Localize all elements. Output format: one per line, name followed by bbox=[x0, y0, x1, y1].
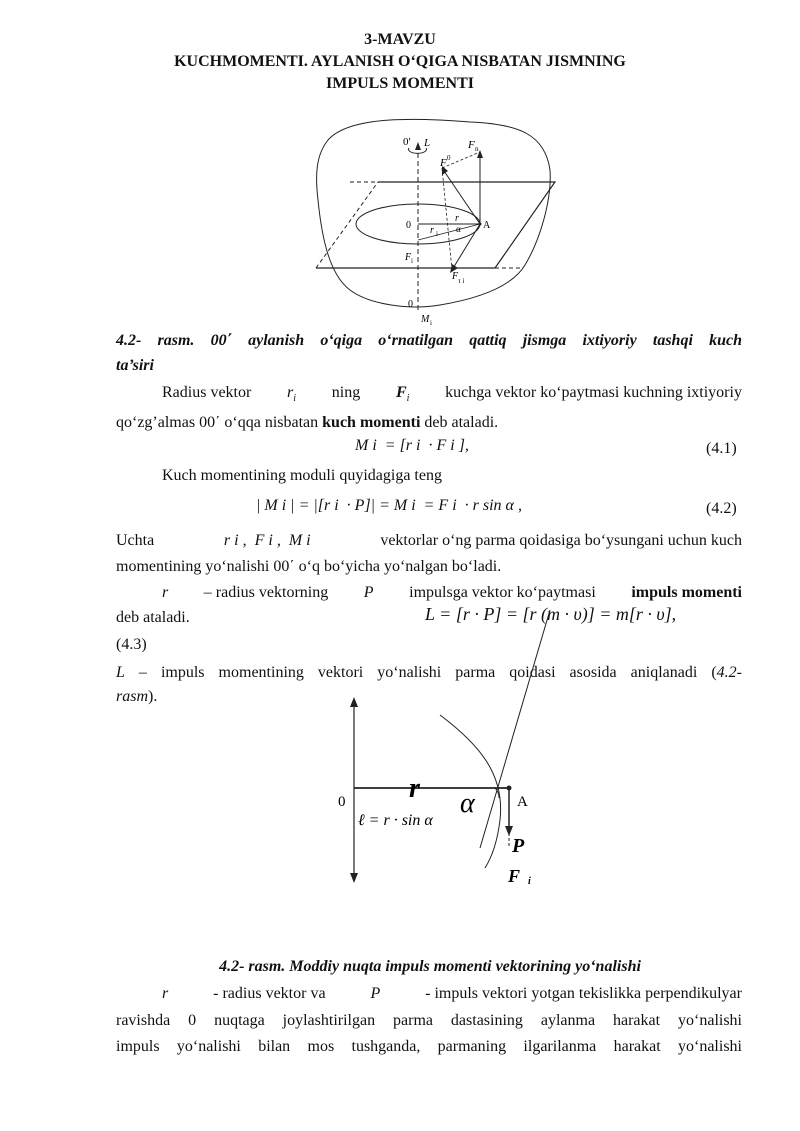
var-r: r bbox=[162, 985, 169, 1002]
paragraph-2: Kuch momentining moduli quyidagiga teng bbox=[162, 467, 442, 484]
fig1-label-F0: F bbox=[440, 157, 447, 169]
figure-1-caption-line2: ta’siri bbox=[116, 357, 154, 374]
text: qo‘zg’almas 00΄ o‘qqa nisbatan bbox=[116, 414, 323, 431]
term-kuch-momenti: kuch momenti bbox=[322, 414, 421, 431]
fig1-label-Fn-sub: n bbox=[475, 145, 479, 153]
fig1-label-L: L bbox=[424, 137, 431, 149]
paragraph-1-line1 bbox=[162, 382, 742, 410]
text: - radius vektor va bbox=[213, 985, 326, 1002]
math-Fi bbox=[396, 382, 409, 410]
fig2-label-r: r bbox=[409, 773, 420, 804]
fig1-label-axis-top: 0′ bbox=[403, 136, 411, 148]
fig1-label-Mi-sub: i bbox=[430, 319, 432, 327]
fig2-label-P: P bbox=[512, 835, 525, 857]
paragraph-6-line2: ravishda 0 nuqtaga joylashtirilgan parma dastasining aylanma harakat yo‘nalishi bbox=[116, 1012, 742, 1029]
fig2-label-Fi-sub: i bbox=[528, 876, 531, 887]
fig1-label-Ftau-sub: τ i bbox=[458, 277, 465, 285]
chapter-number: 3-MAVZU bbox=[364, 31, 436, 48]
figure-ref: rasm bbox=[116, 688, 149, 705]
var-P: P bbox=[363, 584, 374, 601]
equation-4-1: M i = [r i · F i ], bbox=[355, 437, 469, 454]
figure-1-diagram bbox=[300, 112, 570, 330]
text: kuchga vektor ko‘paytmasi kuchning ixtiyoriy bbox=[445, 384, 742, 401]
var: F bbox=[395, 384, 407, 401]
var-P: P bbox=[370, 985, 381, 1002]
var: r bbox=[287, 384, 294, 401]
paragraph-4-line2: deb ataladi. bbox=[116, 609, 190, 626]
equation-4-1-number: (4.1) bbox=[706, 440, 737, 457]
fig1-label-ri-sub: i bbox=[436, 230, 438, 238]
equation-4-3: L = [r · P] = [r (m · υ)] = m[r · υ], bbox=[425, 604, 677, 624]
fig1-label-A: A bbox=[483, 220, 491, 231]
fig2-label-zero: 0 bbox=[338, 794, 346, 810]
fig2-label-ell: ℓ = r · sin α bbox=[358, 812, 433, 829]
paragraph-3-line1 bbox=[116, 530, 742, 552]
text: vektorlar o‘ng parma qoidasiga bo‘ysungani uchun kuch bbox=[380, 532, 742, 549]
paragraph-6-line1 bbox=[162, 983, 742, 1005]
text: Radius vektor bbox=[162, 384, 252, 401]
paragraph-5-line2 bbox=[116, 688, 157, 706]
text: Uchta bbox=[116, 532, 155, 549]
sub: i bbox=[293, 393, 297, 405]
fig1-label-ri: r bbox=[430, 225, 434, 236]
figure-1-caption-line1: 4.2- rasm. 00΄ aylanish o‘qiga o‘rnatilgan qattiq jismga ixtiyoriy tashqi kuch bbox=[116, 332, 742, 349]
fig1-label-Fi: F bbox=[405, 252, 412, 263]
math-vars: r i , F i , M i bbox=[223, 532, 311, 549]
paragraph-1-line2 bbox=[116, 412, 742, 434]
page-title-line1: KUCHMOMENTI. AYLANISH O‘QIGA NISBATAN JISMNING bbox=[174, 53, 626, 70]
text: deb ataladi. bbox=[420, 414, 499, 431]
text: – impuls momentining vektori yo‘nalishi parma qoidasi asosida aniqlanadi ( bbox=[124, 664, 717, 681]
text: - impuls vektori yotgan tekislikka perpendikulyar bbox=[425, 985, 742, 1002]
var-L: L bbox=[116, 664, 125, 681]
fig1-label-zero: 0 bbox=[406, 220, 411, 231]
text: – radius vektorning bbox=[203, 584, 329, 601]
figure-2-diagram bbox=[330, 580, 570, 890]
fig1-label-zero-bottom: 0 bbox=[408, 299, 413, 310]
fig1-label-Ftau: F bbox=[452, 271, 459, 282]
paragraph-3-line2: momentining yo‘nalishi 00΄ o‘q bo‘yicha yo‘nalgan bo‘ladi. bbox=[116, 558, 502, 575]
fig2-label-alpha: α bbox=[460, 788, 475, 819]
fig2-label-A: A bbox=[517, 794, 528, 810]
text: ning bbox=[331, 384, 361, 401]
equation-4-2-number: (4.2) bbox=[706, 500, 737, 517]
fig1-label-F0-sup: 0 bbox=[447, 154, 451, 162]
figure-ref: 4.2- bbox=[716, 664, 742, 681]
fig1-label-Mi: M bbox=[421, 314, 430, 325]
text: ). bbox=[148, 688, 158, 705]
sub: i bbox=[406, 393, 410, 405]
fig1-label-r: r bbox=[455, 213, 459, 224]
term-impuls-momenti: impuls momenti bbox=[631, 584, 742, 601]
fig1-label-Fn: F bbox=[468, 139, 475, 151]
page-title-line2: IMPULS MOMENTI bbox=[326, 75, 474, 92]
fig1-label-alpha: α bbox=[456, 224, 461, 234]
equation-4-2: | M i | = |[r i · P]| = M i = F i · r sin α , bbox=[256, 497, 522, 514]
var-r: r bbox=[162, 584, 169, 601]
figure-2-caption: 4.2- rasm. Moddiy nuqta impuls momenti vektorining yo‘nalishi bbox=[219, 958, 641, 975]
math-ri bbox=[287, 382, 296, 410]
fig1-label-Fi-sub: i bbox=[411, 257, 413, 265]
fig2-label-Fi: F bbox=[508, 866, 521, 886]
paragraph-6-line3: impuls yo‘nalishi bilan mos tushganda, parmaning ilgarilanma harakat yo‘nalishi bbox=[116, 1038, 742, 1055]
text: impulsga vektor ko‘paytmasi bbox=[409, 584, 596, 601]
equation-4-3-number: (4.3) bbox=[116, 636, 147, 653]
